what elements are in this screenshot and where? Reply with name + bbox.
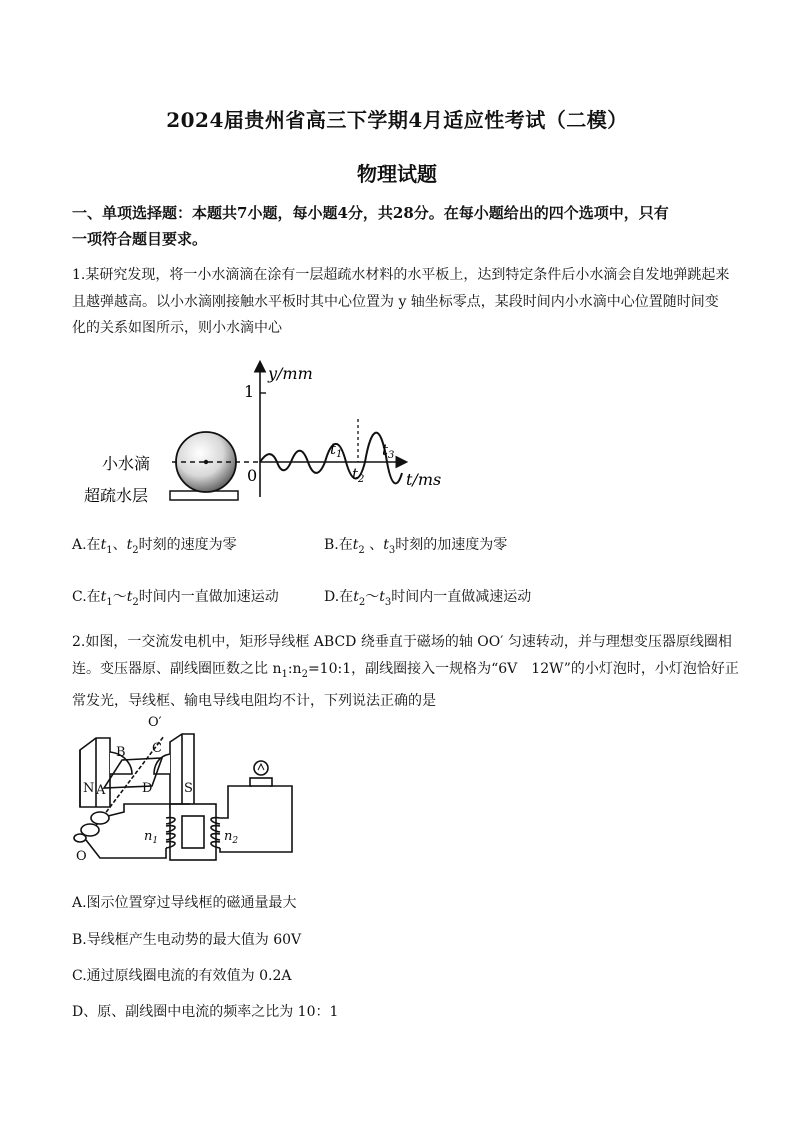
section-heading — [72, 200, 724, 252]
q1-option-a[interactable]: A.在$t_1$、$t_2$时刻的速度为零 — [72, 537, 237, 556]
label-n2: $n_2$ — [224, 829, 239, 846]
magnet-n — [80, 738, 110, 807]
label-n: N — [83, 781, 95, 796]
question-1-text — [72, 262, 730, 342]
label-n1: $n_1$ — [144, 829, 159, 846]
q2-option-b[interactable]: B.导线框产生电动势的最大值为 60V — [72, 932, 302, 948]
question-1-line3: 化的关系如图所示，则小水滴中心 — [72, 320, 282, 336]
droplet-center-dot — [204, 460, 208, 464]
section-heading-line2: 一项符合题目要求。 — [72, 230, 208, 248]
question-2-line2: 连。变压器原、副线圈匝数之比 $n_1:n_2=10:1$，副线圈接入一规格为“6V 12W”的小灯泡时，小灯泡恰好正 — [72, 660, 739, 680]
q1-option-d[interactable]: D.在$t_2\sim t_3$时间内一直做减速运动 — [324, 589, 532, 608]
question-1-line2: 且越弹越高。以小水滴刚接触水平板时其中心位置为 y 轴坐标零点，某段时间内小水滴中心位置随时间变 — [72, 293, 719, 310]
question-2-line3: 常发光，导线框、输电导线电阻均不计，下列说法正确的是 — [72, 692, 436, 709]
q1-option-c[interactable]: C.在$t_1\sim t_2$时间内一直做加速运动 — [72, 589, 279, 608]
section-heading-line1: 一、单项选择题：本题共7小题，每小题4分，共28分。在每小题给出的四个选项中，只有 — [72, 204, 669, 222]
droplet-graph-figure — [80, 355, 470, 510]
question-1-line1: 1.某研究发现，将一小水滴滴在涂有一层超疏水材料的水平板上，达到特定条件后小水滴会自发地弹跳起来 — [72, 267, 730, 283]
label-s: S — [184, 781, 193, 796]
q1-option-b[interactable]: B.在$t_2$ 、$t_3$时刻的加速度为零 — [324, 537, 508, 556]
y-tick-1: 1 — [244, 382, 255, 401]
label-a: A — [96, 783, 106, 798]
t3-label: $t_3$ — [382, 441, 395, 461]
q2-option-d[interactable]: D、原、副线圈中电流的频率之比为 10：1 — [72, 1004, 339, 1020]
q2-option-a[interactable]: A.图示位置穿过导线框的磁通量最大 — [72, 895, 297, 911]
label-d: D — [142, 781, 153, 796]
generator-transformer-figure — [66, 712, 301, 867]
question-2-text — [72, 629, 739, 714]
label-b: B — [116, 745, 126, 760]
q2-option-c[interactable]: C.通过原线圈电流的有效值为 0.2A — [72, 968, 292, 984]
slip-ring-2 — [91, 812, 109, 824]
x-axis-label: t/ms — [406, 470, 442, 489]
t1-label: $t_1$ — [330, 440, 343, 460]
page-title: 2024届贵州省高三下学期4月适应性考试（二模） — [166, 108, 628, 132]
t2-label: $t_2$ — [352, 465, 365, 485]
origin-label: 0 — [247, 466, 258, 485]
y-axis-label: y/mm — [268, 364, 313, 383]
label-c: C — [152, 741, 162, 756]
label-o: O — [76, 849, 87, 864]
lamp-socket — [250, 778, 272, 786]
label-layer: 超疏水层 — [84, 486, 149, 505]
page-subtitle: 物理试题 — [357, 162, 437, 186]
secondary-wire-top — [220, 786, 252, 818]
label-o-prime: O′ — [148, 715, 162, 730]
label-droplet: 小水滴 — [102, 454, 151, 473]
question-2-line1: 2.如图，一交流发电机中，矩形导线框 ABCD 绕垂直于磁场的轴 OO′ 匀速转动，并与理想变压器原线圈相 — [72, 634, 732, 650]
